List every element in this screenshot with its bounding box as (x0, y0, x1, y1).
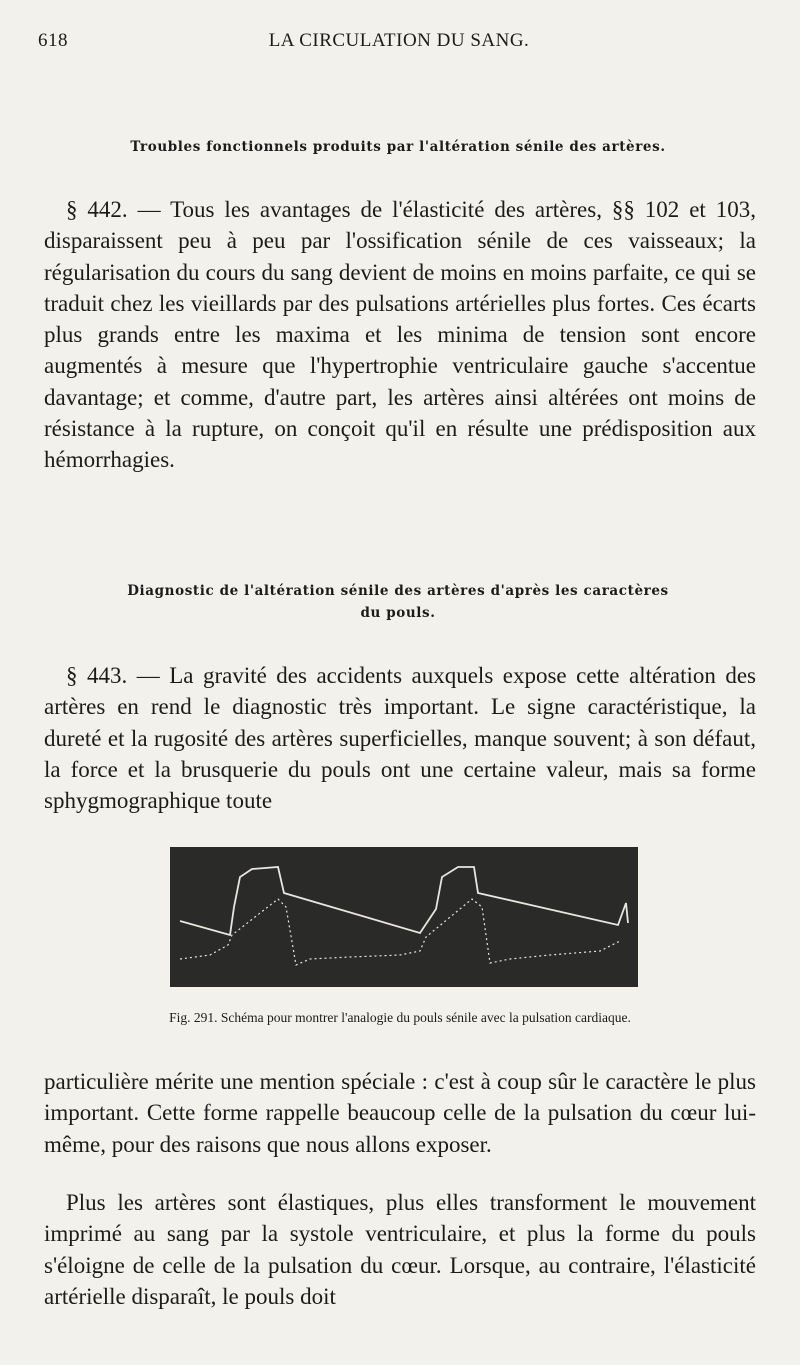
paragraph-442 (44, 194, 756, 476)
paragraph-elasticity-text: Plus les artères sont élastiques, plus elles transforment le mouvement imprimé au sang par la systole ventriculaire, et plus la forme du pouls s'éloigne de celle de la pulsation du cœur. Lorsque, au contraire, l'élasticité artérielle disparaît, le pouls doit (44, 1190, 756, 1309)
pulse-tracing-image (170, 847, 638, 987)
paragraph-443-text: § 443. — La gravité des accidents auxquels expose cette altération des artères en rend le diagnostic très important. Le signe caractéristique, la dureté et la rugosité des artères superficielles, manque souvent; à son défaut, la force et la brusquerie du pouls ont une certaine valeur, mais sa forme sphygmographique toute (44, 663, 756, 814)
continuation-paragraph-text: particulière mérite une mention spéciale : c'est à coup sûr le caractère le plus important. Cette forme rappelle beaucoup celle de la pulsation du cœur lui-même, pour des raisons que nous allons exposer. (44, 1069, 756, 1157)
page-number: 618 (38, 30, 68, 51)
figure-291 (170, 847, 638, 987)
paragraph-elasticity (44, 1187, 756, 1312)
figure-background (170, 847, 638, 987)
figure-caption: Fig. 291. Schéma pour montrer l'analogie du pouls sénile avec la pulsation cardiaque. (169, 1010, 631, 1025)
section-heading-443-line2: du pouls. (360, 605, 436, 621)
paragraph-442-text: § 442. — Tous les avantages de l'élasticité des artères, §§ 102 et 103, disparaissent peu à peu par l'ossification sénile de ces vaisseaux; la régularisation du cours du sang devient de moins en moins parfaite, ce qui se traduit chez les vieillards par des pulsations artérielles plus fortes. Ces écarts plus grands entre les maxima et les minima de tension sont encore augmentés à mesure que l'hypertrophie ventriculaire gauche s'accentue davantage; et comme, d'autre part, les artères ainsi altérées ont moins de résistance à la rupture, on conçoit qu'il en résulte une prédisposition aux hémorrhagies. (44, 197, 756, 473)
section-heading-443 (38, 580, 758, 624)
running-title: LA CIRCULATION DU SANG. (268, 30, 530, 51)
section-heading-443-line1: Diagnostic de l'altération sénile des artères d'après les caractères (127, 583, 669, 599)
section-heading-442: Troubles fonctionnels produits par l'altération sénile des artères. (130, 139, 666, 155)
paragraph-443 (44, 660, 756, 816)
page-header (38, 30, 760, 60)
continuation-paragraph (44, 1066, 756, 1160)
